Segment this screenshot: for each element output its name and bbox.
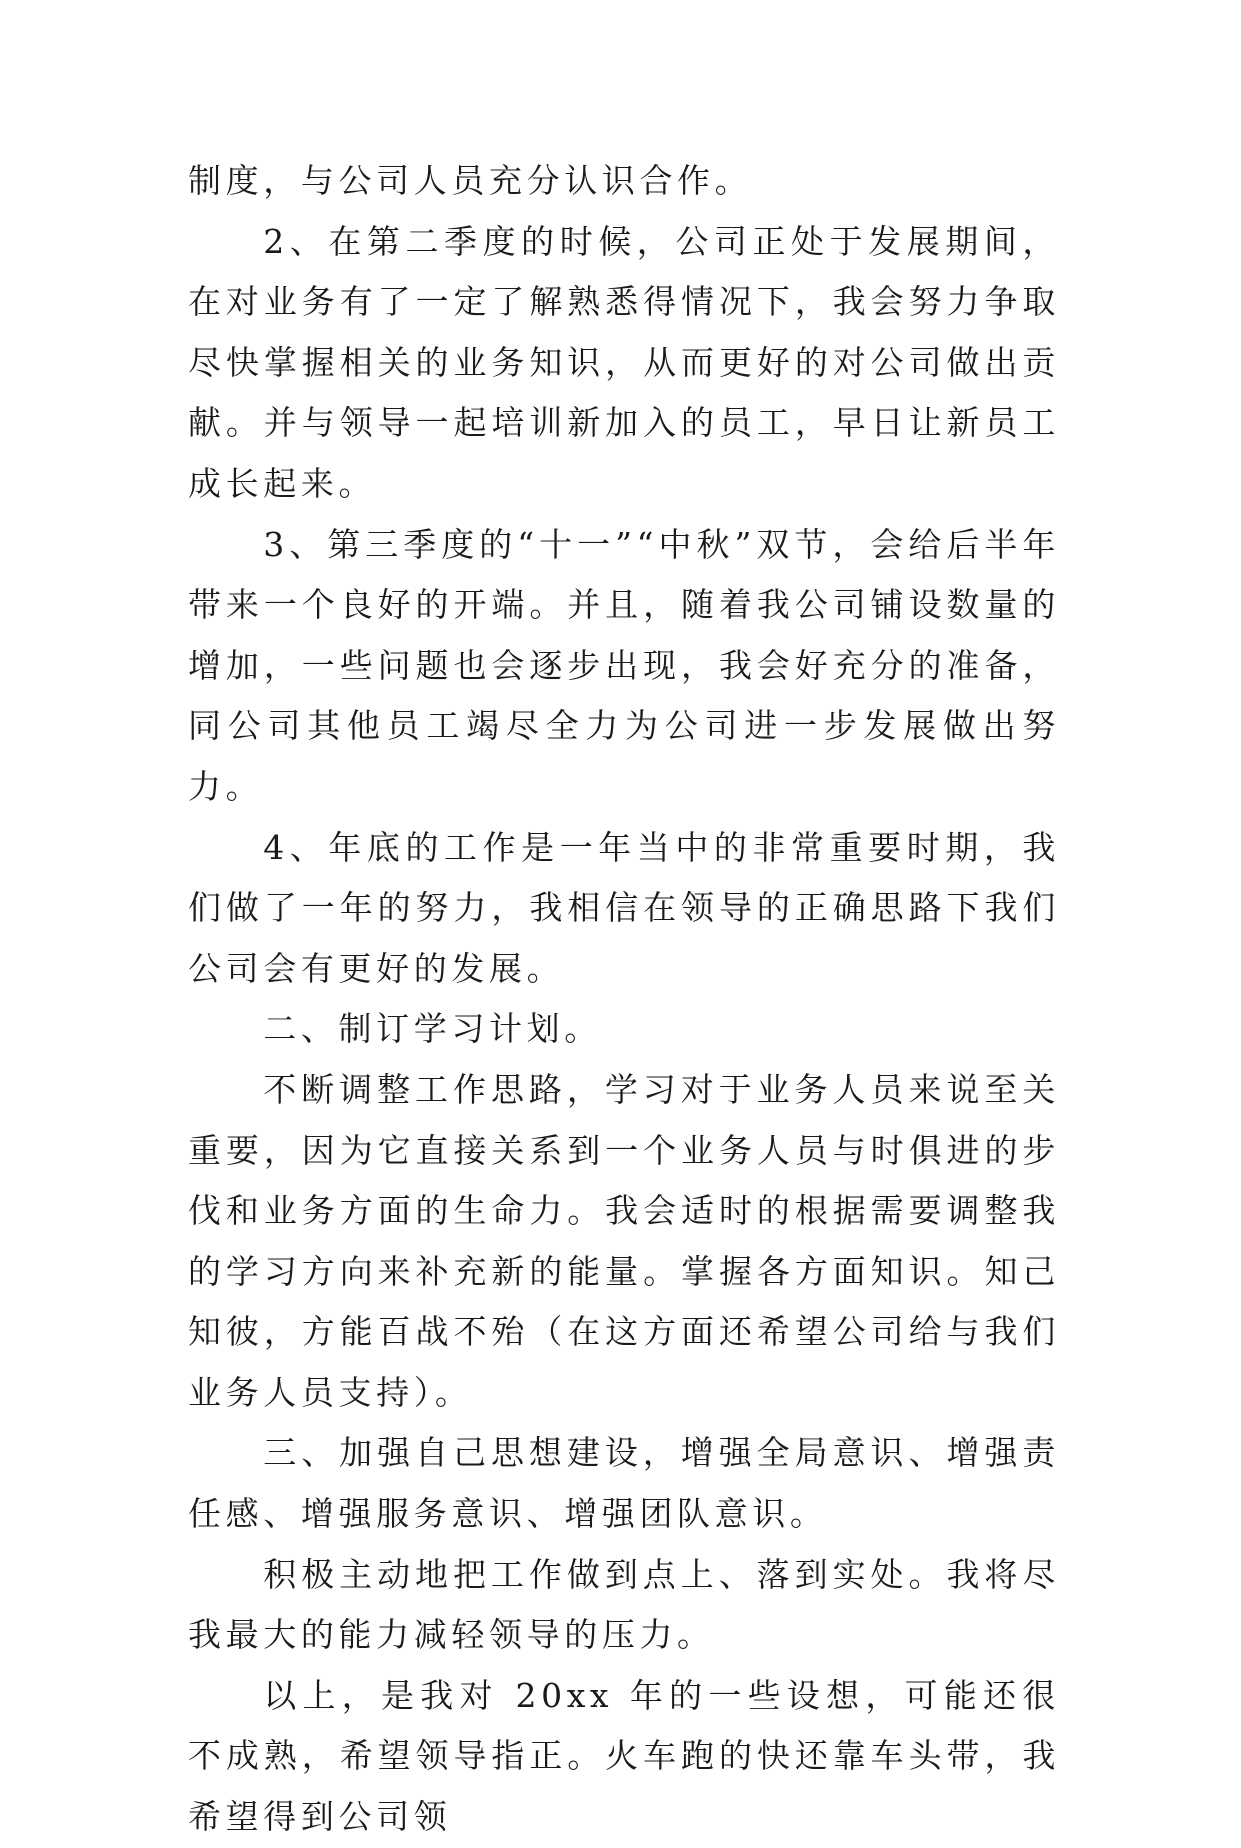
section-heading-study-plan: 二、制订学习计划。 [263, 1009, 602, 1049]
section-heading-ideology: 三、加强自己思想建设，增强全局意识、增强责任感、增强服务意识、增强团队意识。 [188, 1433, 1060, 1534]
paragraph-study-plan: 不断调整工作思路，学习对于业务人员来说至关重要，因为它直接关系到一个业务人员与时俱进的步伐和业务方面的生命力。我会适时的根据需要调整我的学习方向来补充新的能量。掌握各方面知识。知己知彼，方能百战不殆（在这方面还希望公司给与我们业务人员支持）。 [188, 1069, 1060, 1412]
paragraph-proactive-work: 积极主动地把工作做到点上、落到实处。我将尽我最大的能力减轻领导的压力。 [188, 1554, 1060, 1655]
paragraph-conclusion: 以上，是我对 20xx 年的一些设想，可能还很不成熟，希望领导指正。火车跑的快还靠车头带，我希望得到公司领 [188, 1675, 1060, 1837]
paragraph-q3-plan: 3、第三季度的“十一”“中秋”双节，会给后半年带来一个良好的开端。并且，随着我公司铺设数量的增加，一些问题也会逐步出现，我会好充分的准备，同公司其他员工竭尽全力为公司进一步发展做出努力。 [188, 524, 1060, 806]
paragraph-q2-plan: 2、在第二季度的时候，公司正处于发展期间，在对业务有了一定了解熟悉得情况下，我会努力争取尽快掌握相关的业务知识，从而更好的对公司做出贡献。并与领导一起培训新加入的员工，早日让新员工成长起来。 [188, 221, 1060, 503]
document-body [188, 151, 1060, 1848]
paragraph-continuation: 制度，与公司人员充分认识合作。 [188, 161, 753, 200]
paragraph-year-end-plan: 4、年底的工作是一年当中的非常重要时期，我们做了一年的努力，我相信在领导的正确思路下我们公司会有更好的发展。 [188, 827, 1060, 988]
